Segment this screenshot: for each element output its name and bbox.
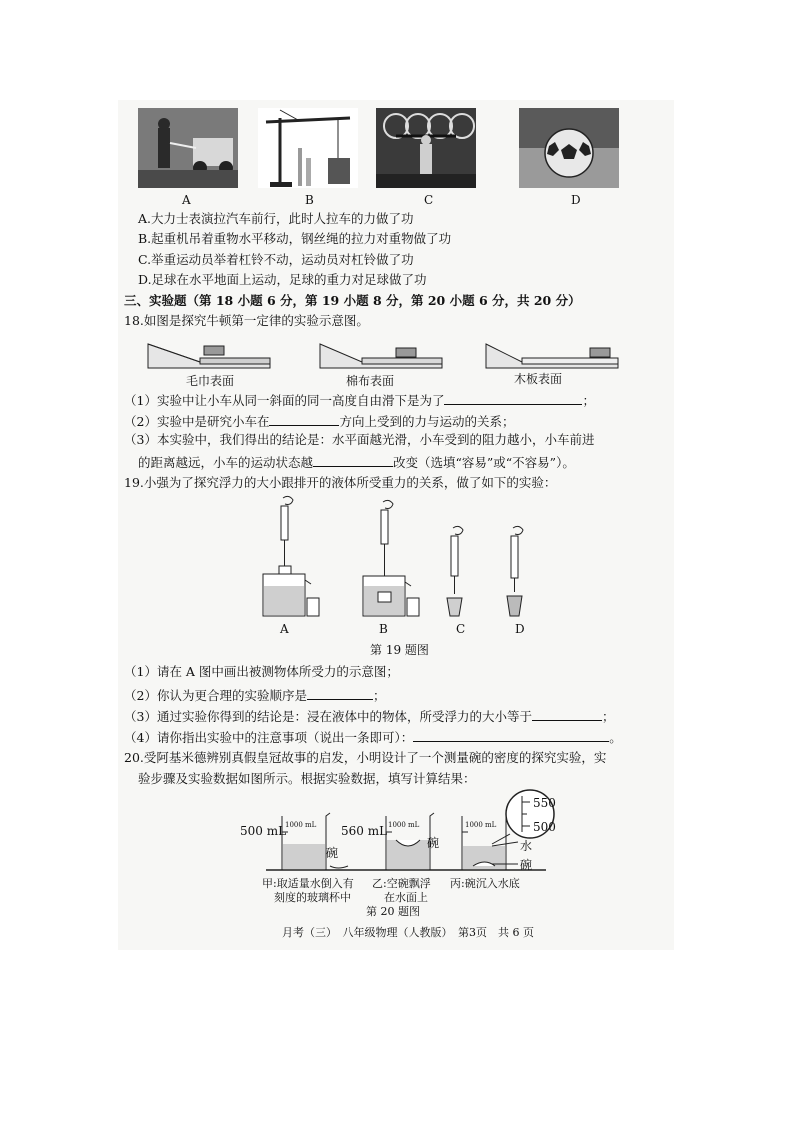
q19-label-b: B bbox=[379, 622, 388, 636]
q19-part2 bbox=[124, 686, 385, 704]
photo-c-weightlifter bbox=[376, 108, 476, 188]
q19-setup-b bbox=[363, 500, 419, 616]
q20-caption-jia-1: 甲:取适量水倒入有 bbox=[262, 877, 354, 890]
q19-answer-blank-4[interactable] bbox=[413, 728, 609, 742]
q18-part1-text: （1）实验中让小车从同一斜面的同一高度自由滑下是为了 bbox=[124, 393, 445, 408]
q19-part4-text: （4）请你指出实验中的注意事项（说出一条即可）： bbox=[124, 730, 414, 745]
q19-setup-a bbox=[263, 496, 319, 616]
q20-mark-3: 1000 mL bbox=[465, 821, 497, 829]
q19-label-d: D bbox=[515, 622, 525, 636]
q18-part3-text-b: 的距离越远，小车的运动状态越 bbox=[138, 455, 314, 470]
photo-b-crane bbox=[258, 108, 358, 188]
q20-bowl-label-bing: 碗 bbox=[520, 858, 533, 872]
q18-ramps-figure bbox=[140, 336, 620, 370]
q18-part2 bbox=[124, 412, 514, 430]
q19-label-a: A bbox=[280, 622, 289, 636]
q19-part2-text: （2）你认为更合理的实验顺序是 bbox=[124, 688, 307, 703]
q18-part2-text-b: 方向上受到的力与运动的关系； bbox=[339, 414, 515, 429]
surface-label-towel: 毛巾表面 bbox=[186, 374, 235, 388]
q20-caption-yi-1: 乙:空碗飘浮 bbox=[372, 877, 431, 890]
q17-option-c: C.举重运动员举着杠铃不动，运动员对杠铃做了功 bbox=[138, 252, 414, 267]
q20-bowl-label-yi: 碗 bbox=[427, 836, 440, 850]
q19-stem: 19.小强为了探究浮力的大小跟排开的液体所受重力的关系，做了如下的实验： bbox=[124, 475, 557, 490]
q19-part4-end: 。 bbox=[609, 730, 622, 745]
ramp-cotton bbox=[320, 344, 442, 368]
q17-option-d: D.足球在水平地面上运动，足球的重力对足球做了功 bbox=[138, 272, 427, 287]
q19-part3-end: ； bbox=[601, 709, 615, 724]
q20-figure-caption: 第 20 题图 bbox=[366, 905, 420, 918]
q19-part3-text: （3）通过实验你得到的结论是：浸在液体中的物体，所受浮力的大小等于 bbox=[124, 709, 532, 724]
q20-stem-line1: 20.受阿基米德辨别真假皇冠故事的启发，小明设计了一个测量碗的密度的探究实验，实 bbox=[124, 750, 607, 765]
ramp-wood bbox=[486, 344, 618, 368]
q17-option-a: A.大力士表演拉汽车前行，此时人拉车的力做了功 bbox=[138, 211, 414, 226]
q20-caption-yi-2: 在水面上 bbox=[384, 891, 428, 904]
photo-label-b: B bbox=[305, 193, 314, 207]
q19-setup-d bbox=[507, 526, 523, 616]
q20-mark-1: 1000 mL bbox=[285, 821, 317, 829]
surface-label-wood: 木板表面 bbox=[514, 372, 563, 386]
q20-volume-jia: 500 mL bbox=[240, 824, 287, 838]
q18-answer-blank-2[interactable] bbox=[269, 412, 339, 426]
q20-caption-jia-2: 刻度的玻璃杯中 bbox=[274, 891, 351, 904]
q19-answer-blank-2[interactable] bbox=[307, 686, 373, 700]
q18-part3-text-c: 改变（选填“容易”或“不容易”）。 bbox=[393, 455, 575, 470]
q20-bowl-label-jia: 碗 bbox=[326, 846, 339, 860]
q20-stem-line2: 验步骤及实验数据如图所示。根据实验数据，填写计算结果： bbox=[138, 771, 476, 786]
surface-label-cotton: 棉布表面 bbox=[346, 374, 395, 388]
q18-part1 bbox=[124, 391, 595, 409]
q20-caption-bing: 丙:碗沉入水底 bbox=[450, 877, 520, 890]
q19-answer-blank-3[interactable] bbox=[532, 707, 602, 721]
q18-part1-end: ； bbox=[582, 393, 595, 408]
q17-option-b: B.起重机吊着重物水平移动，钢丝绳的拉力对重物做了功 bbox=[138, 231, 452, 246]
photo-label-d: D bbox=[571, 193, 581, 207]
q20-mark-2: 1000 mL bbox=[388, 821, 420, 829]
q20-volume-yi: 560 mL bbox=[341, 824, 388, 838]
q19-part2-end: ； bbox=[372, 688, 386, 703]
q19-part4 bbox=[124, 728, 622, 746]
q18-stem: 18.如图是探究牛顿第一定律的实验示意图。 bbox=[124, 313, 369, 328]
q18-answer-blank-1[interactable] bbox=[444, 391, 582, 405]
q20-scale-500: 500 bbox=[533, 820, 556, 834]
q18-part3 bbox=[138, 453, 575, 471]
q19-label-c: C bbox=[456, 622, 466, 636]
photo-a-car-pull bbox=[138, 108, 238, 188]
photo-label-a: A bbox=[182, 193, 191, 207]
q18-part3a: （3）本实验中，我们得出的结论是：水平面越光滑，小车受到的阻力越小，小车前进 bbox=[124, 432, 595, 447]
photo-d-soccer-ball bbox=[519, 108, 619, 188]
q19-caption: 第 19 题图 bbox=[370, 643, 429, 657]
q20-scale-550: 550 bbox=[533, 796, 556, 810]
q18-answer-blank-3[interactable] bbox=[313, 453, 393, 467]
page-footer: 月考（三） 八年级物理（人教版） 第3页 共 6 页 bbox=[282, 926, 534, 939]
q19-figure bbox=[255, 494, 555, 624]
q19-part1: （1）请在 A 图中画出被测物体所受力的示意图； bbox=[124, 664, 399, 679]
q19-part3 bbox=[124, 707, 614, 725]
q19-setup-c bbox=[447, 526, 463, 616]
q18-part2-text-a: （2）实验中是研究小车在 bbox=[124, 414, 270, 429]
ramp-towel bbox=[148, 344, 270, 368]
section3-heading: 三、实验题（第 18 小题 6 分，第 19 小题 8 分，第 20 小题 6 分，共 20 分） bbox=[124, 293, 581, 308]
photo-label-c: C bbox=[424, 193, 434, 207]
q20-water-label: 水 bbox=[520, 839, 533, 853]
